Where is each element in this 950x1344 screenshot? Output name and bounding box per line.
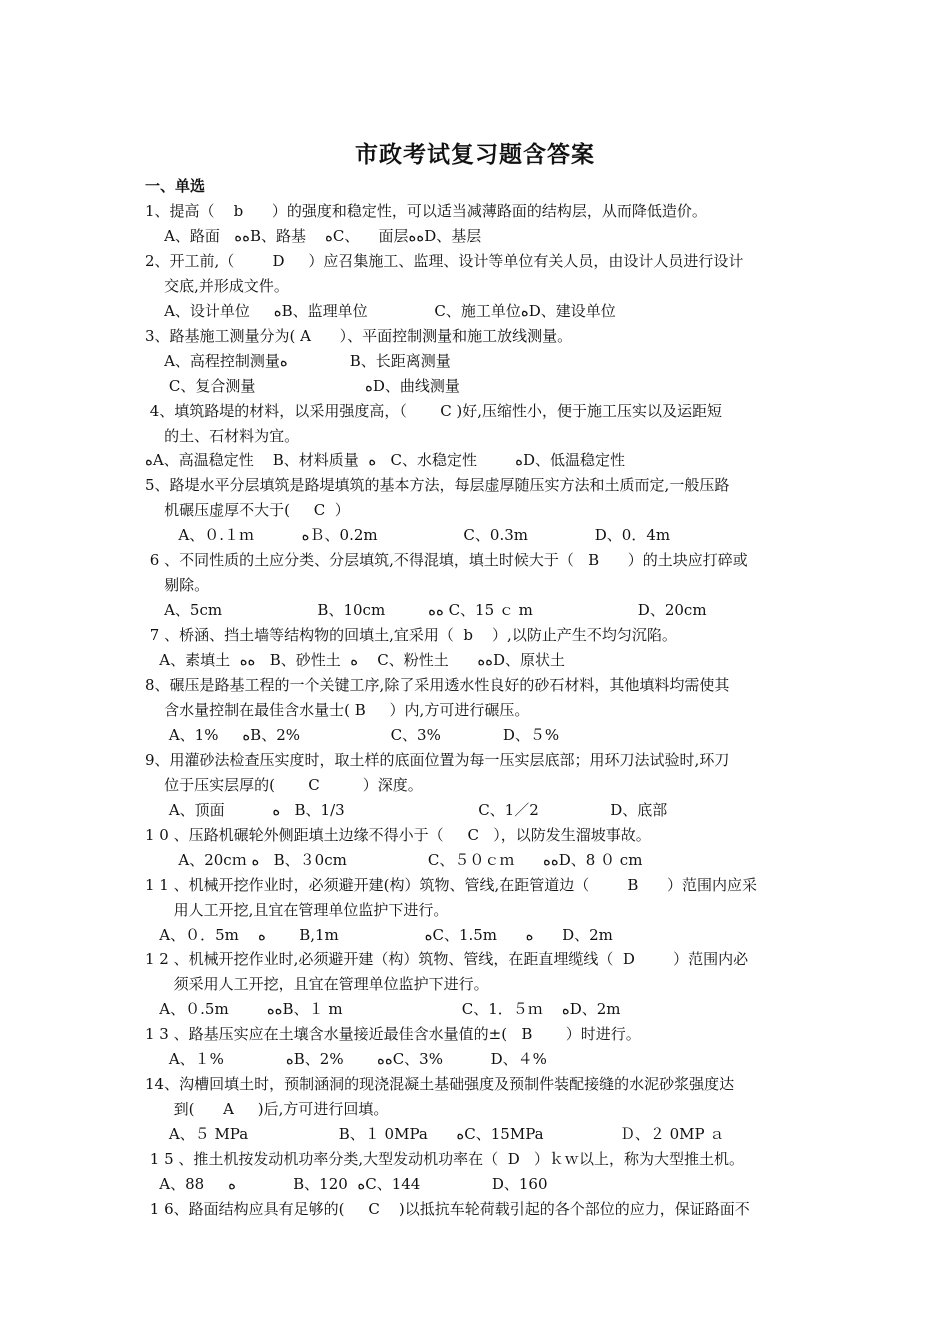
text-line: 到( A )后,方可进行回填。 [145,1100,389,1119]
text-line: 交底,并形成文件。 [145,276,289,295]
text-line: A、０.5m ﻩﻩB、１ m C、1．５ｍ ﻩD、2m [145,1000,621,1019]
text-line: 须采用人工开挖，且宜在管理单位监护下进行。 [145,975,489,994]
text-line: A、１% ﻩB、2% ﻩﻩC、3% D、４% [145,1050,547,1069]
text-line: 含水量控制在最佳含水量士( B ）内,方可进行碾压。 [145,700,530,719]
text-line: 1 2 、机械开挖作业时,必须避开建（构）筑物、管线，在距直埋缆线（ D ）范围内必 [145,950,749,969]
text-line: A、88 ﻩ B、120 ﻩC、144 D、160 [145,1175,548,1193]
text-line: 位于压实层厚的( C ）深度。 [145,775,423,794]
text-line: 1 0 、压路机碾轮外侧距填土边缘不得小于（ C ），以防发生溜坡事故。 [145,825,651,844]
text-line: 8、碾压是路基工程的一个关键工序,除了采用透水性良好的砂石材料，其他填料均需使其 [145,676,730,694]
section-heading: 一、单选 [145,177,206,195]
text-line: 的土、石材料为宜。 [145,426,300,445]
text-line: 9、用灌砂法检查压实度时，取土样的底面位置为每一压实层底部；用环刀法试验时,环刀 [145,750,730,769]
text-line: ﻩA、高温稳定性 B、材料质量 ﻩ C、水稳定性 ﻩD、低温稳定性 [145,451,626,470]
text-line: 3、路基施工测量分为( A ）、平面控制测量和施工放线测量。 [145,326,573,345]
text-line: A、０.１ｍ ﻩＢ、0.2m C、0.3m D、0．4m [145,526,671,545]
text-line: 1 6、路面结构应具有足够的( C )以抵抗车轮荷载引起的各个部位的应力，保证路面不 [145,1199,750,1218]
text-line: A、素填土 ﻩﻩ B、砂性土 ﻩ C、粉性土 ﻩﻩD、原状土 [145,651,566,670]
text-line: A、20cｍ ﻩ B、３0cm C、５０ｃｍ ﻩﻩD、8 ０ cm [145,850,643,869]
text-line: 1 3 、路基压实应在土壤含水量接近最佳含水量值的±( B ）时进行。 [145,1025,641,1044]
text-line: A、顶面 ﻩ B、1/3 C、1／2 D、底部 [145,800,668,819]
text-line: C、复合测量 ﻩD、曲线测量 [145,376,460,395]
text-line: 7 、桥涵、挡土墙等结构物的回填土,宜采用（ b ）,以防止产生不均匀沉陷。 [145,626,677,645]
text-line: 6 、不同性质的土应分类、分层填筑,不得混填，填土时候大于（ B ）的土块应打碎或 [145,551,748,570]
document-title: 市政考试复习题含答案 [355,142,595,168]
text-line: A、高程控制测量ﻩ B、长距离测量 [145,351,451,370]
text-line: 剔除。 [145,576,210,595]
text-line: 用人工开挖,且宜在管理单位监护下进行。 [145,900,449,919]
text-line: A、０．5m ﻩ B,1m ﻩC、1.5m ﻩ D、2m [145,925,613,944]
text-line: 机碾压虚厚不大于( C ） [145,501,350,520]
text-line: A、５ MPa B、１ 0MPa ﻩC、15MPa Ｄ、２ 0MP ａ [145,1125,725,1144]
text-line: 5、路堤水平分层填筑是路堤填筑的基本方法，每层虚厚随压实方法和土质而定,一般压路 [145,476,730,495]
text-line: 4、填筑路堤的材料，以采用强度高，（ C )好,压缩性小，便于施工压实以及运距短 [145,401,723,420]
text-line: 1 1 、机械开挖作业时，必须避开建(构）筑物、管线,在距管道边（ B ）范围内应采 [145,875,758,894]
text-line: 1 5 、推土机按发动机功率分类,大型发动机功率在（ D ）ｋｗ以上，称为大型推土机。 [145,1150,745,1169]
text-line: A、5cm B、10cm ﻩﻩ C、15 ｃ m D、20cm [145,601,707,620]
text-line: 1、提高（ b ）的强度和稳定性，可以适当减薄路面的结构层，从而降低造价。 [145,201,707,220]
text-line: A、设计单位 ﻩB、监理单位 C、施工单位ﻩD、建设单位 [145,301,616,320]
text-line: A、1% ﻩB、2% C、3% D、５% [145,725,560,744]
text-line: 14、沟槽回填土时，预制涵洞的现浇混凝土基础强度及预制件装配接缝的水泥砂浆强度达 [145,1075,735,1094]
text-line: 2、开工前,（ D ）应召集施工、监理、设计等单位有关人员，由设计人员进行设计 [145,251,744,270]
text-line: A、路面 ﻩﻩB、路基 ﻩC、 面层ﻩﻩD、基层 [145,226,482,245]
